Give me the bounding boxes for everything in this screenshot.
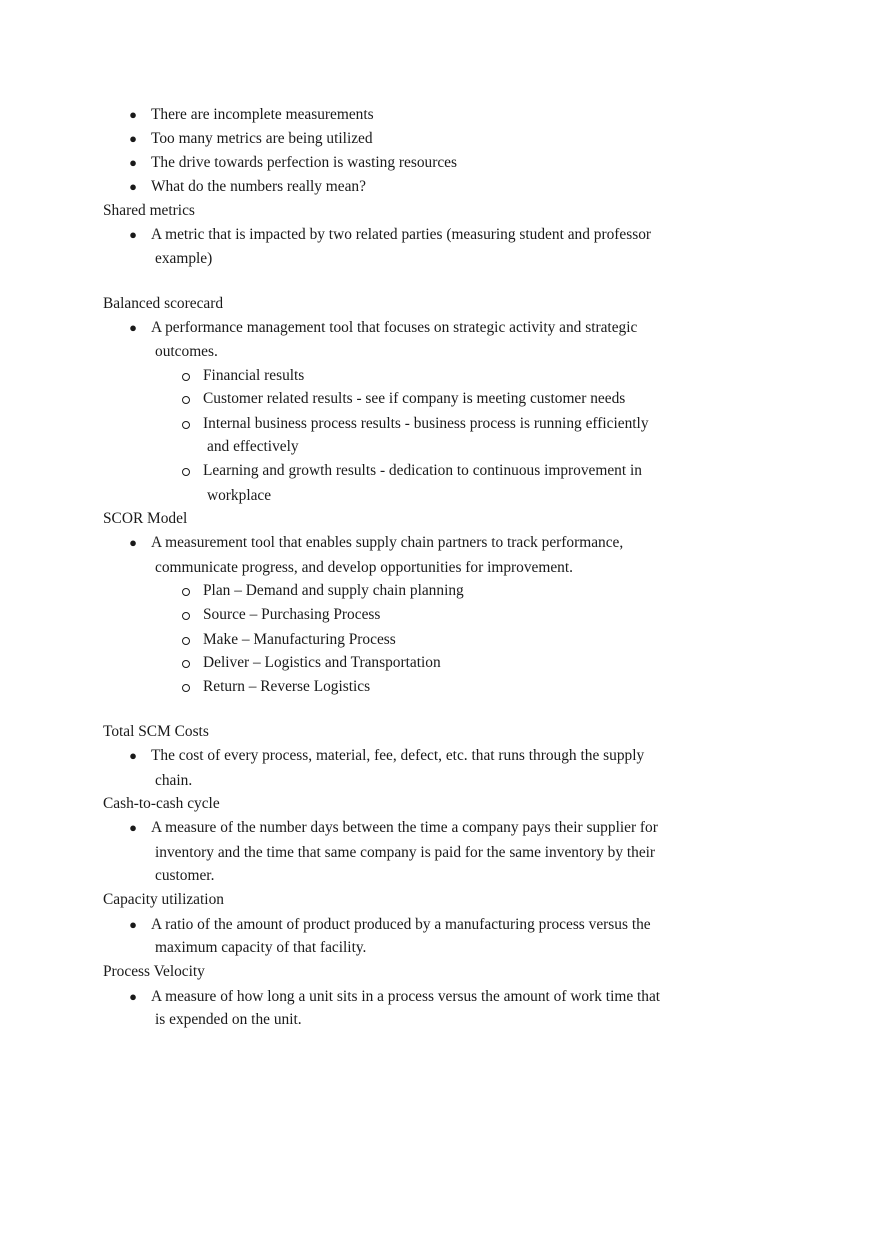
bullet-line: outcomes. <box>155 343 218 360</box>
bullet-line: customer. <box>155 867 215 884</box>
bullet-disc-icon: ● <box>129 917 137 932</box>
bullet-line: A ratio of the amount of product produced by a manufacturing process versus the <box>151 916 651 933</box>
sub-bullet-line: Deliver – Logistics and Transportation <box>203 654 441 671</box>
bullet-line: A measurement tool that enables supply chain partners to track performance, <box>151 534 624 551</box>
sub-bullet-line: Internal business process results - business process is running efficiently <box>203 415 649 432</box>
bullet-line: is expended on the unit. <box>155 1011 302 1028</box>
bullet-line: A metric that is impacted by two related parties (measuring student and professor <box>151 226 652 243</box>
sub-bullet-circle-icon <box>182 684 190 692</box>
bullet-line: communicate progress, and develop opportunities for improvement. <box>155 559 574 576</box>
bullet-disc-icon: ● <box>129 989 137 1004</box>
bullet-line: maximum capacity of that facility. <box>155 939 367 956</box>
sub-bullet-line: and effectively <box>207 438 299 455</box>
bullet-line: A performance management tool that focuses on strategic activity and strategic <box>151 319 638 336</box>
heading-total-scm-costs: Total SCM Costs <box>103 723 209 740</box>
sub-bullet-line: Source – Purchasing Process <box>203 606 381 623</box>
heading-shared-metrics: Shared metrics <box>103 202 195 219</box>
sub-bullet-line: workplace <box>207 487 272 504</box>
intro-bullet-1: There are incomplete measurements <box>151 106 374 123</box>
sub-bullet-line: Make – Manufacturing Process <box>203 631 396 648</box>
bullet-disc-icon: ● <box>129 179 137 194</box>
bullet-line: chain. <box>155 772 193 789</box>
heading-cash-to-cash-cycle: Cash-to-cash cycle <box>103 795 220 812</box>
sub-bullet-line: Return – Reverse Logistics <box>203 678 371 695</box>
intro-bullet-3: The drive towards perfection is wasting resources <box>151 154 458 171</box>
intro-bullet-4: What do the numbers really mean? <box>151 178 366 195</box>
sub-bullet-circle-icon <box>182 612 190 620</box>
bullet-disc-icon: ● <box>129 107 137 122</box>
sub-bullet-circle-icon <box>182 637 190 645</box>
sub-bullet-circle-icon <box>182 421 190 429</box>
sub-bullet-line: Customer related results - see if company is meeting customer needs <box>203 390 626 407</box>
bullet-disc-icon: ● <box>129 748 137 763</box>
bullet-disc-icon: ● <box>129 155 137 170</box>
sub-bullet-circle-icon <box>182 373 190 381</box>
sub-bullet-line: Plan – Demand and supply chain planning <box>203 582 464 599</box>
sub-bullet-line: Financial results <box>203 367 305 384</box>
bullet-line: inventory and the time that same company is paid for the same inventory by their <box>155 844 656 861</box>
sub-bullet-circle-icon <box>182 468 190 476</box>
bullet-disc-icon: ● <box>129 227 137 242</box>
bullet-line: The cost of every process, material, fee, defect, etc. that runs through the supply <box>151 747 645 764</box>
bullet-disc-icon: ● <box>129 820 137 835</box>
bullet-line: A measure of how long a unit sits in a process versus the amount of work time that <box>151 988 661 1005</box>
heading-process-velocity: Process Velocity <box>103 963 205 980</box>
heading-balanced-scorecard: Balanced scorecard <box>103 295 224 312</box>
sub-bullet-line: Learning and growth results - dedication to continuous improvement in <box>203 462 642 479</box>
heading-scor-model: SCOR Model <box>103 510 188 527</box>
sub-bullet-circle-icon <box>182 396 190 404</box>
intro-bullet-2: Too many metrics are being utilized <box>151 130 373 147</box>
bullet-disc-icon: ● <box>129 320 137 335</box>
sub-bullet-circle-icon <box>182 660 190 668</box>
bullet-line: A measure of the number days between the time a company pays their supplier for <box>151 819 658 836</box>
heading-capacity-utilization: Capacity utilization <box>103 891 224 908</box>
sub-bullet-circle-icon <box>182 588 190 596</box>
bullet-disc-icon: ● <box>129 131 137 146</box>
bullet-line: example) <box>155 250 213 267</box>
bullet-disc-icon: ● <box>129 535 137 550</box>
